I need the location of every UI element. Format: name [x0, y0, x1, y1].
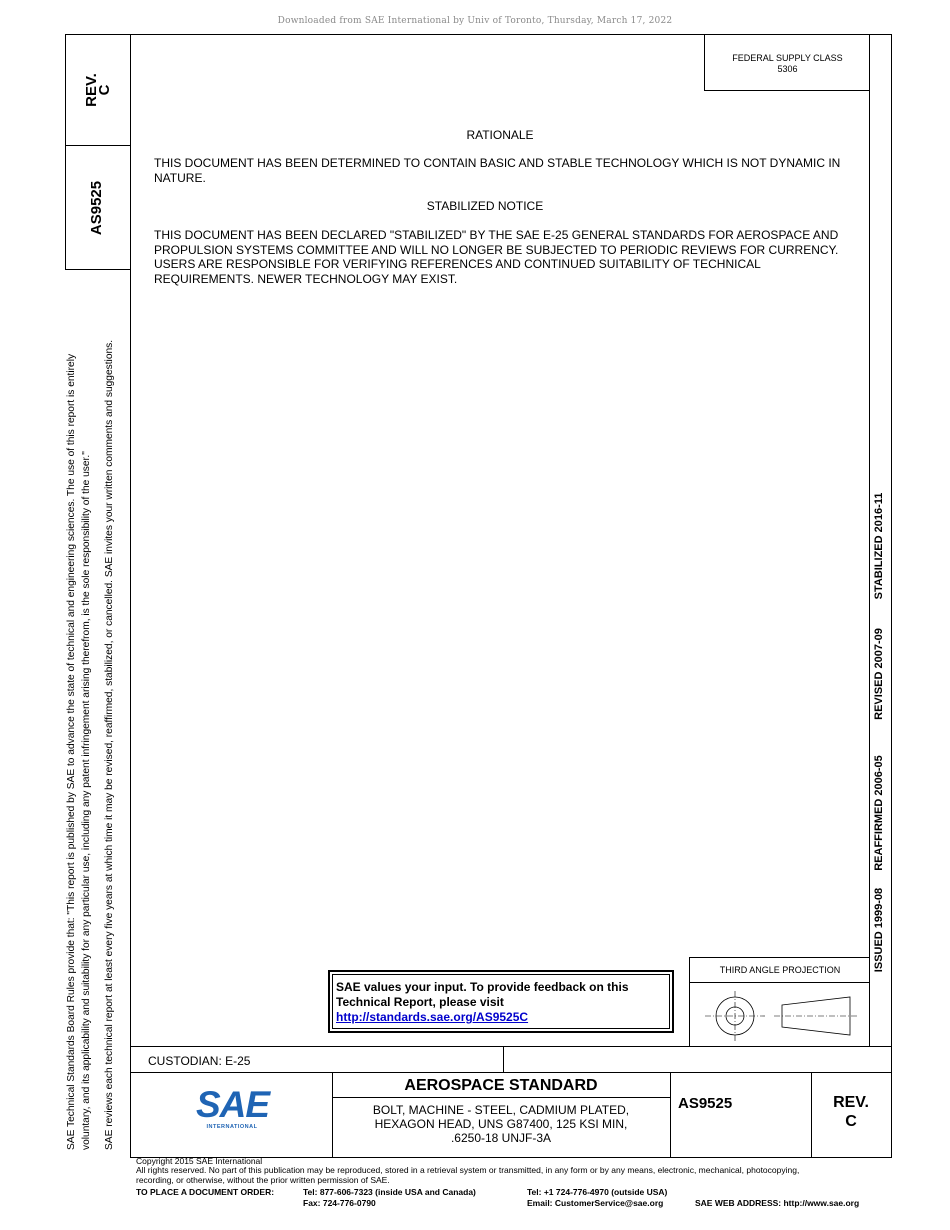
feedback-line2: Technical Report, please visit	[336, 995, 504, 1009]
right-history-divider	[869, 34, 870, 1046]
title-standard: AEROSPACE STANDARD	[404, 1077, 598, 1094]
feedback-link[interactable]: http://standards.sae.org/AS9525C	[336, 1010, 529, 1024]
federal-supply-box	[704, 34, 870, 91]
rationale-heading: RATIONALE	[466, 128, 534, 142]
custodian-label: CUSTODIAN: E-25	[148, 1054, 251, 1068]
side-rev-label	[85, 40, 111, 140]
title-row-top-border	[130, 1072, 892, 1073]
side-notice-line3: SAE reviews each technical report at least every five years at which time it may be revised, reaffirmed, stabilized, or cancelled. SAE invites your written comments and suggestions.	[104, 339, 115, 1150]
download-banner: Downloaded from SAE International by Univ of Toronto, Thursday, March 17, 2022	[277, 16, 673, 26]
stabilized-text: THIS DOCUMENT HAS BEEN DECLARED "STABILIZED" BY THE SAE E-25 GENERAL STANDARDS FOR AEROSPACE AND PROPULSION SYSTEMS COMMITTEE AND WILL NO LONGER BE SUBJECTED TO PERIODIC REVIEWS FOR CURRENCY. USERS ARE RESPONSIBLE FOR VERIFYING REFERENCES AND CONTINUED SUITABILITY OF TECHNICAL REQUIREMENTS. NEWER TECHNOLOGY MAY EXIST.	[154, 228, 839, 286]
side-notice-line2: voluntary, and its applicability and suitability for any particular use, including any patent infringement arising therefrom, is the sole responsibility of the user."	[81, 451, 92, 1150]
title-docnum-divider	[670, 1072, 671, 1158]
side-rev-text: REV. C	[83, 73, 113, 107]
footer-order-label: TO PLACE A DOCUMENT ORDER:	[136, 1187, 275, 1197]
footer-rights-line1: All rights reserved. No part of this publication may be reproduced, stored in a retrieval system or transmitted, in any form or by any means, electronic, mechanical, photocopying,	[136, 1165, 800, 1175]
history-revised: REVISED 2007-09	[873, 628, 885, 720]
stabilized-heading: STABILIZED NOTICE	[426, 199, 544, 213]
footer-email[interactable]: Email: CustomerService@sae.org	[527, 1198, 664, 1208]
side-doc-number: AS9525	[88, 180, 105, 236]
sae-logo-text: SAE	[196, 1084, 270, 1125]
side-notice-line1: SAE Technical Standards Board Rules provide that: "This report is published by SAE to advance the state of technical and engineering sciences. The use of this report is entirely	[66, 353, 77, 1150]
projection-label-row	[690, 958, 870, 983]
feedback-line1: SAE values your input. To provide feedback on this	[336, 980, 629, 994]
history-issued: ISSUED 1999-08	[873, 887, 885, 973]
projection-box	[689, 957, 870, 1047]
title-rev-value: C	[845, 1113, 857, 1130]
history-stabilized: STABILIZED 2016-11	[873, 492, 885, 600]
footer-rights-line2: recording, or otherwise, without the prior written permission of SAE.	[136, 1175, 390, 1185]
projection-symbol-icon	[690, 983, 870, 1047]
feedback-box	[328, 970, 674, 1033]
footer-tel-outside: Tel: +1 724-776-4970 (outside USA)	[527, 1187, 668, 1197]
title-doc-number: AS9525	[678, 1095, 733, 1112]
footer-copyright: Copyright 2015 SAE International	[136, 1156, 263, 1166]
title-desc-line2: HEXAGON HEAD, UNS G87400, 125 KSI MIN,	[374, 1117, 628, 1131]
federal-supply-value: 5306	[777, 64, 798, 74]
sae-logo	[196, 1084, 270, 1136]
rationale-text: THIS DOCUMENT HAS BEEN DETERMINED TO CONTAIN BASIC AND STABLE TECHNOLOGY WHICH IS NOT DYNAMIC IN NATURE.	[154, 156, 841, 185]
projection-label: THIRD ANGLE PROJECTION	[719, 965, 841, 975]
title-desc-line1: BOLT, MACHINE - STEEL, CADMIUM PLATED,	[372, 1103, 630, 1117]
footer-fax: Fax: 724-776-0790	[303, 1198, 376, 1208]
footer-web[interactable]: SAE WEB ADDRESS: http://www.sae.org	[695, 1198, 860, 1208]
title-standard-underline	[332, 1097, 670, 1098]
title-desc-line3: .6250-18 UNJF-3A	[450, 1131, 552, 1145]
sae-logo-subtext: INTERNATIONAL	[206, 1124, 258, 1130]
history-reaffirmed: REAFFIRMED 2006-05	[873, 755, 885, 871]
custodian-row-divider	[503, 1046, 504, 1073]
footer-tel-usa: Tel: 877-606-7323 (inside USA and Canada)	[303, 1187, 476, 1197]
custodian-row-top-border	[130, 1046, 892, 1047]
title-rev-label: REV.	[833, 1094, 869, 1111]
federal-supply-label: FEDERAL SUPPLY CLASS	[732, 53, 843, 63]
